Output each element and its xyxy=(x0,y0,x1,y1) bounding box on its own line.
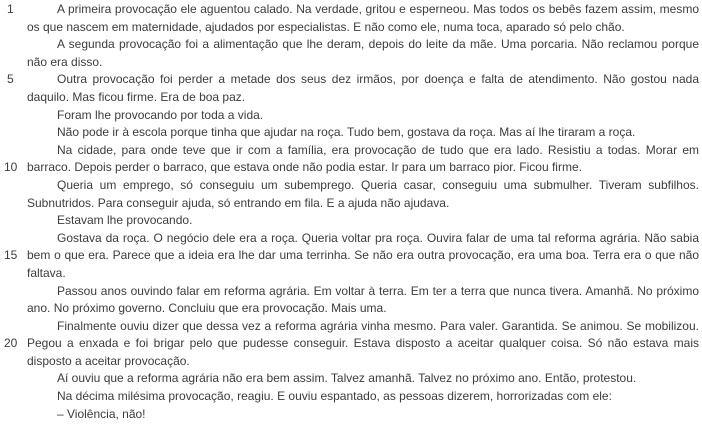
line-text: Gostava da roça. O negócio dele era a roça. Queria voltar pra roça. Ouvira falar de uma tal reforma agrária. Não sabia xyxy=(57,230,699,245)
text-line xyxy=(27,283,699,301)
line-number: 5 xyxy=(7,72,14,87)
text-line xyxy=(27,230,699,248)
line-text: disposto a aceitar provocação. xyxy=(27,353,190,368)
text-body xyxy=(4,1,699,423)
line-number: 15 xyxy=(4,248,18,263)
line-text: Queria um emprego, só conseguiu um subemprego. Queria casar, conseguiu uma submulher. Tiveram subfilhos. xyxy=(57,177,699,192)
text-line xyxy=(4,159,699,177)
text-line xyxy=(27,195,699,213)
line-text: Aí ouviu que a reforma agrária não era bem assim. Talvez amanhã. Talvez no próximo ano. Então, protestou. xyxy=(57,371,637,386)
text-line xyxy=(4,335,699,353)
text-line xyxy=(27,265,699,283)
text-line xyxy=(27,54,699,72)
text-line xyxy=(27,406,699,424)
text-line xyxy=(27,353,699,371)
line-text: Na cidade, para onde teve que ir com a família, era provocação de tudo que era lado. Resistiu a todas. Morar em xyxy=(57,142,699,157)
text-line xyxy=(27,388,699,406)
text-line xyxy=(7,71,699,89)
line-text: bem o que era. Parece que a ideia era lhe dar uma terrinha. Se não era outra provocação, era uma boa. Terra era o que não xyxy=(27,248,699,263)
line-text: Foram lhe provocando por toda a vida. xyxy=(57,107,264,122)
line-text: A primeira provocação ele aguentou calado. Na verdade, gritou e esperneou. Mas todos os bebês fazem assim, mesmo xyxy=(57,2,699,16)
line-text: barraco. Depois perder o barraco, que estava onde não podia estar. Ir para um barraco pior. Ficou firme. xyxy=(27,160,582,175)
line-text: A segunda provocação foi a alimentação que lhe deram, depois do leite da mãe. Uma porcaria. Não reclamou porque xyxy=(57,37,699,52)
text-line xyxy=(27,89,699,107)
line-text: Não pode ir à escola porque tinha que ajudar na roça. Tudo bem, gostava da roça. Mas aí lhe tiraram a roça. xyxy=(57,125,636,140)
line-text: Passou anos ouvindo falar em reforma agrária. Em voltar à terra. Em ter a terra que nunca tivera. Amanhã. No próximo xyxy=(57,283,699,298)
text-line xyxy=(27,370,699,388)
text-line xyxy=(27,142,699,160)
line-text: – Violência, não! xyxy=(57,406,146,421)
text-line xyxy=(27,124,699,142)
line-text: Finalmente ouviu dizer que dessa vez a reforma agrária vinha mesmo. Para valer. Garantida. Se animou. Se mobilizou. xyxy=(57,318,699,333)
line-text: ano. No próximo governo. Concluiu que era provocação. Mais uma. xyxy=(27,301,387,316)
text-line xyxy=(27,177,699,195)
line-text: Subnutridos. Para conseguir ajuda, só entrando em fila. E a ajuda não ajudava. xyxy=(27,195,450,210)
line-text: Pegou a enxada e foi brigar pelo que pudesse conseguir. Estava disposto a aceitar qualquer coisa. Só não estava mais xyxy=(27,336,699,351)
line-text: faltava. xyxy=(27,265,66,280)
line-number: 1 xyxy=(7,2,14,16)
line-number: 20 xyxy=(4,336,18,351)
line-text: Na décima milésima provocação, reagiu. E ouviu espantado, as pessoas dizerem, horrorizadas com ele: xyxy=(57,389,612,404)
line-text: não era disso. xyxy=(27,54,103,69)
line-text: daquilo. Mas ficou firme. Era de boa paz. xyxy=(27,89,246,104)
line-text: os que nascem em maternidade, ajudados por especialistas. E não como ele, numa toca, aparado só pelo chão. xyxy=(27,19,625,34)
text-line xyxy=(27,318,699,336)
text-line xyxy=(27,107,699,125)
text-line xyxy=(7,1,699,19)
text-line xyxy=(27,36,699,54)
line-text: Outra provocação foi perder a metade dos seus dez irmãos, por doença e falta de atendimento. Não gostou nada xyxy=(57,72,699,87)
line-number: 10 xyxy=(4,160,18,175)
text-line xyxy=(4,247,699,265)
line-text: Estavam lhe provocando. xyxy=(57,213,193,228)
text-line xyxy=(27,19,699,37)
text-line xyxy=(27,212,699,230)
text-line xyxy=(27,300,699,318)
